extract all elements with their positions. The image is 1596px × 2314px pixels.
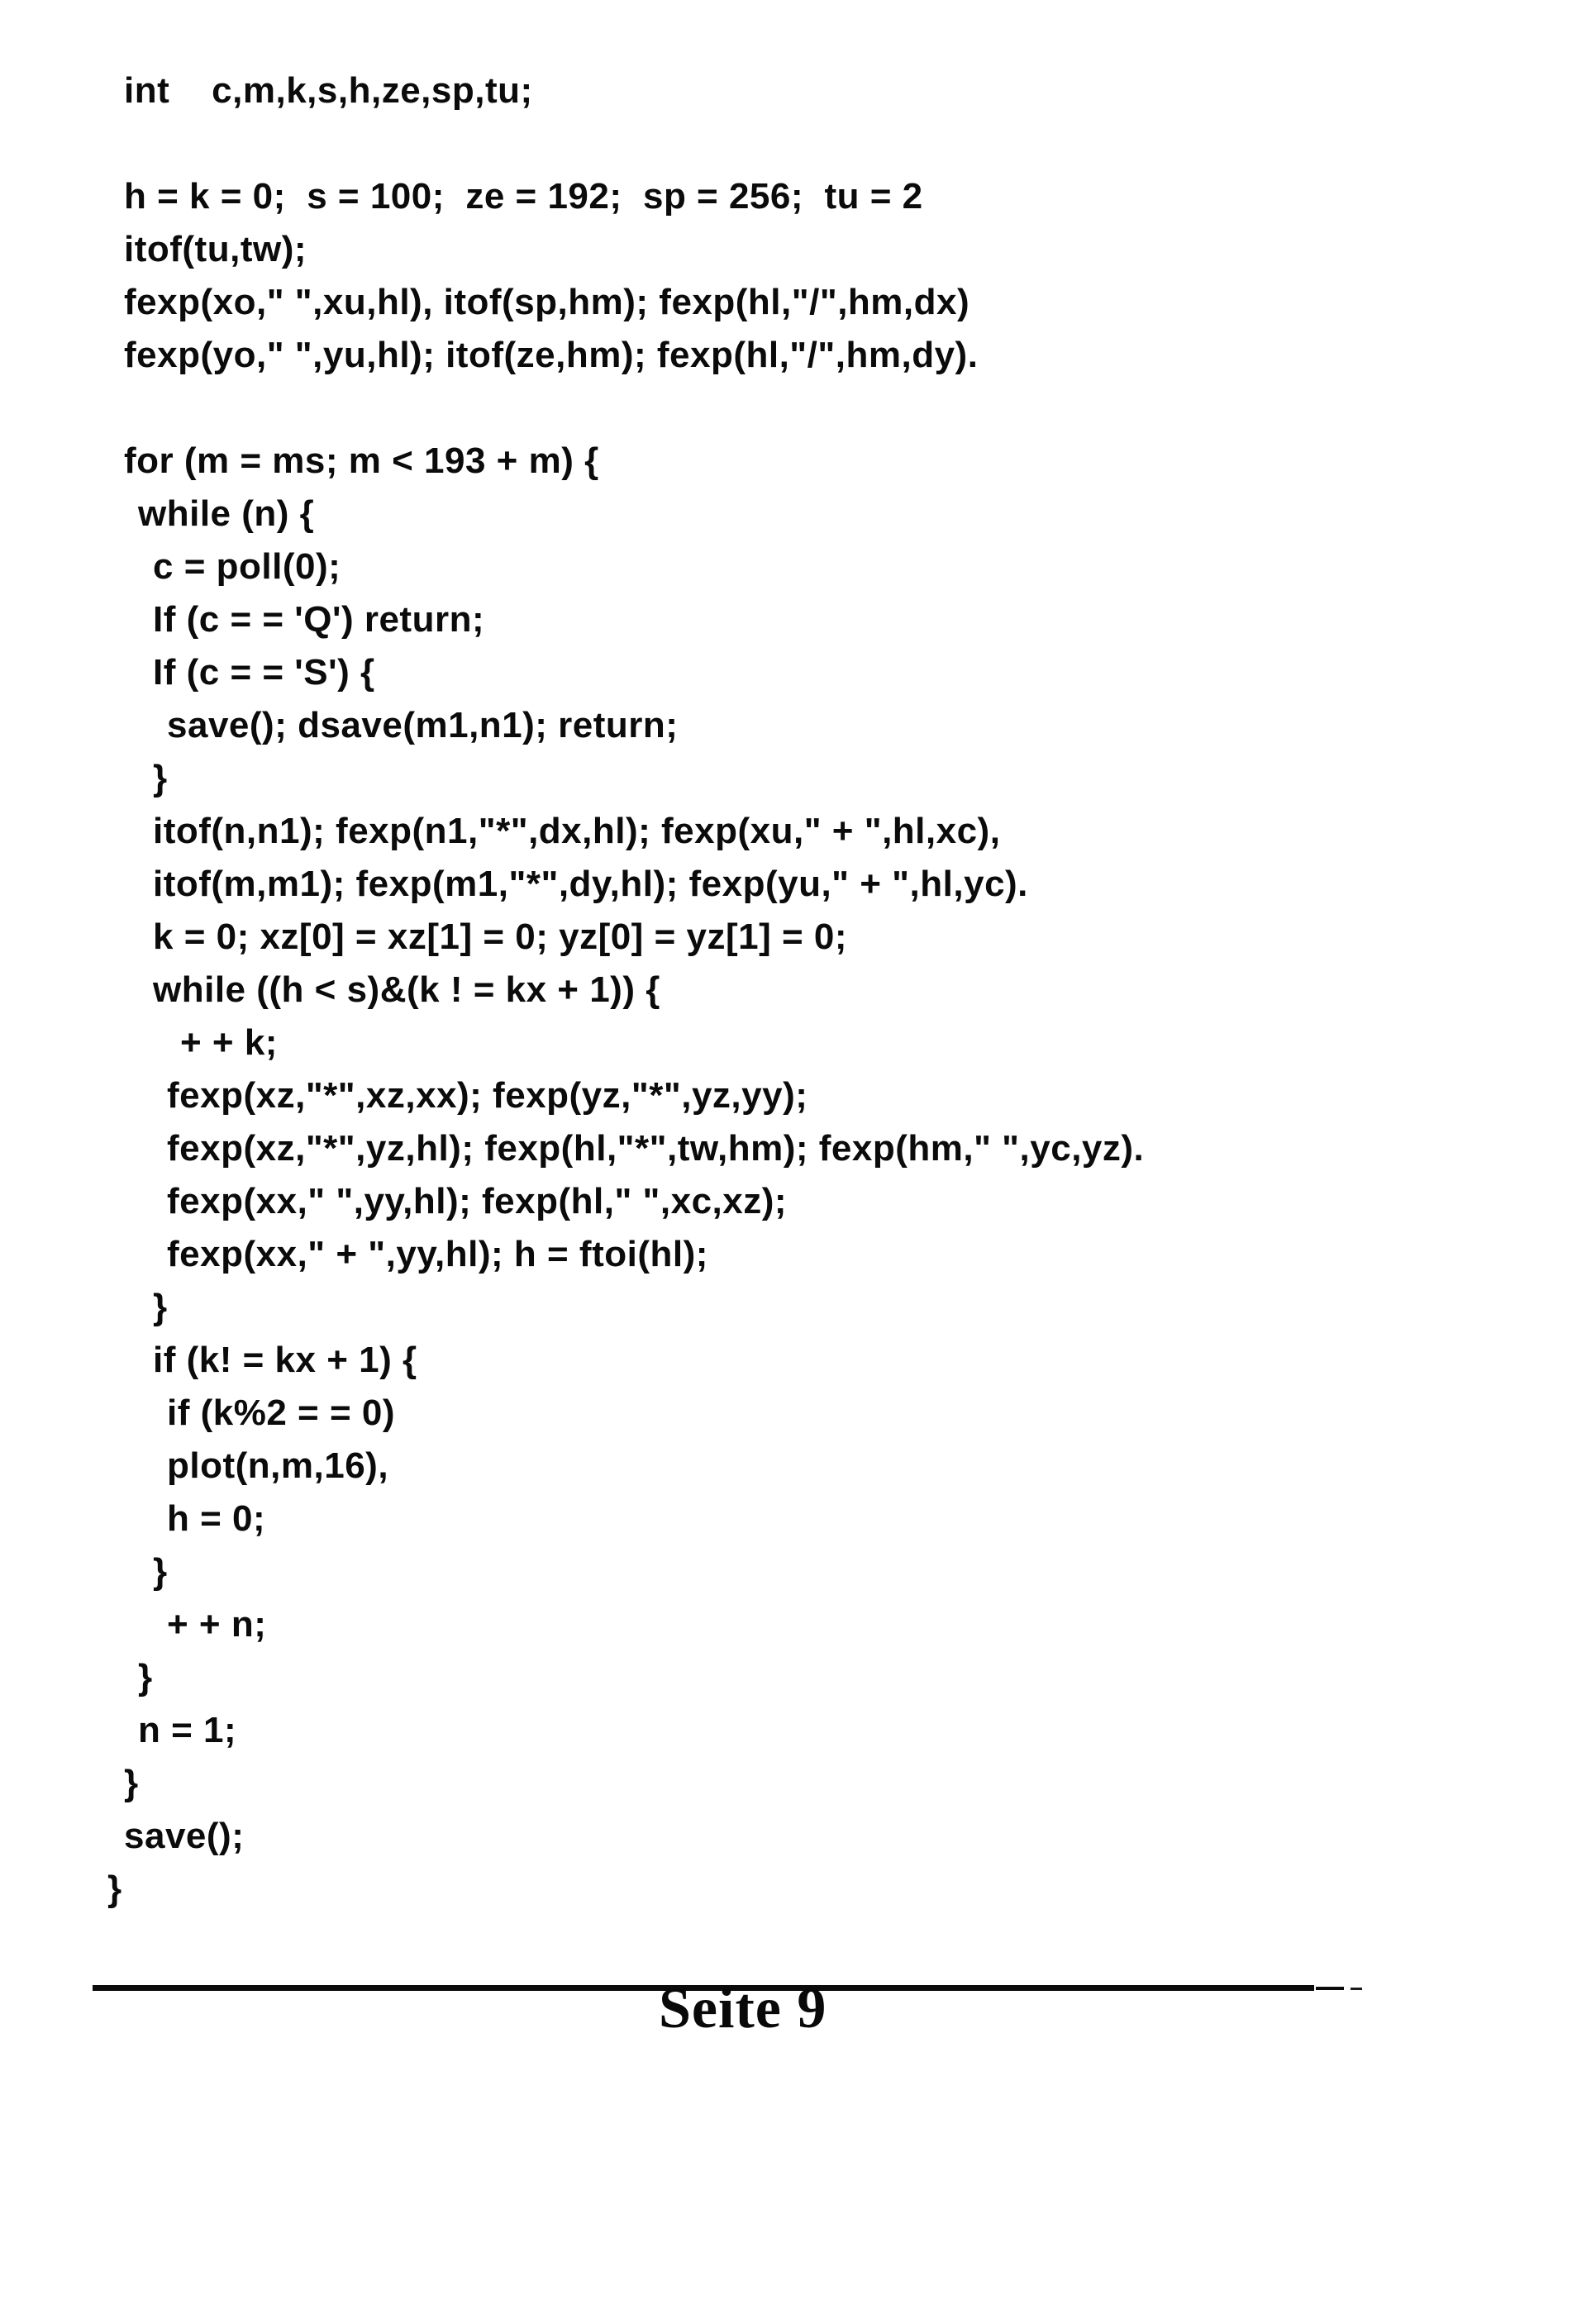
code-line: + + n;: [167, 1604, 267, 1645]
code-line: fexp(yo," ",yu,hl); itof(ze,hm); fexp(hl,"/",hm,dy).: [124, 335, 979, 375]
code-line: if (k%2 = = 0): [167, 1393, 396, 1433]
code-line: h = 0;: [167, 1498, 266, 1539]
code-line: int c,m,k,s,h,ze,sp,tu;: [124, 70, 533, 111]
code-line: plot(n,m,16),: [167, 1445, 389, 1486]
code-line: }: [153, 1287, 168, 1327]
code-line: k = 0; xz[0] = xz[1] = 0; yz[0] = yz[1] = 0;: [153, 917, 847, 957]
code-line: }: [107, 1869, 122, 1909]
code-line: fexp(xo," ",xu,hl), itof(sp,hm); fexp(hl,"/",hm,dx): [124, 282, 970, 322]
code-line: while (n) {: [138, 493, 315, 534]
code-line: [107, 117, 1144, 170]
code-line: c = poll(0);: [153, 546, 341, 587]
code-line: n = 1;: [138, 1710, 237, 1750]
footer-rule-dash: [1351, 1988, 1362, 1990]
code-line: save();: [124, 1816, 245, 1856]
code-line: If (c = = 'S') {: [153, 652, 375, 693]
code-line: }: [153, 758, 168, 798]
code-line: itof(m,m1); fexp(m1,"*",dy,hl); fexp(yu," + ",hl,yc).: [153, 864, 1028, 904]
code-line: h = k = 0; s = 100; ze = 192; sp = 256; tu = 2: [124, 176, 923, 217]
code-line: }: [153, 1551, 168, 1592]
code-line: + + k;: [180, 1022, 278, 1063]
code-line: if (k! = kx + 1) {: [153, 1340, 417, 1380]
code-line: fexp(xx," + ",yy,hl); h = ftoi(hl);: [167, 1234, 708, 1274]
code-line: save(); dsave(m1,n1); return;: [167, 705, 679, 745]
footer-rule-dash: [1316, 1987, 1344, 1990]
code-listing: [107, 64, 1144, 1916]
code-line: }: [138, 1657, 153, 1697]
code-line: fexp(xx," ",yy,hl); fexp(hl," ",xc,xz);: [167, 1181, 788, 1221]
code-line: itof(n,n1); fexp(n1,"*",dx,hl); fexp(xu," + ",hl,xc),: [153, 811, 1001, 851]
code-line: fexp(xz,"*",yz,hl); fexp(hl,"*",tw,hm); fexp(hm," ",yc,yz).: [167, 1128, 1145, 1169]
page-number: Seite 9: [659, 1977, 827, 2040]
code-line: for (m = ms; m < 193 + m) {: [124, 440, 599, 481]
code-line: itof(tu,tw);: [124, 229, 307, 269]
code-line: }: [124, 1763, 139, 1803]
code-line: fexp(xz,"*",xz,xx); fexp(yz,"*",yz,yy);: [167, 1075, 808, 1116]
code-line: while ((h < s)&(k ! = kx + 1)) {: [153, 969, 660, 1010]
code-line: [107, 382, 1144, 435]
code-line: If (c = = 'Q') return;: [153, 599, 485, 640]
